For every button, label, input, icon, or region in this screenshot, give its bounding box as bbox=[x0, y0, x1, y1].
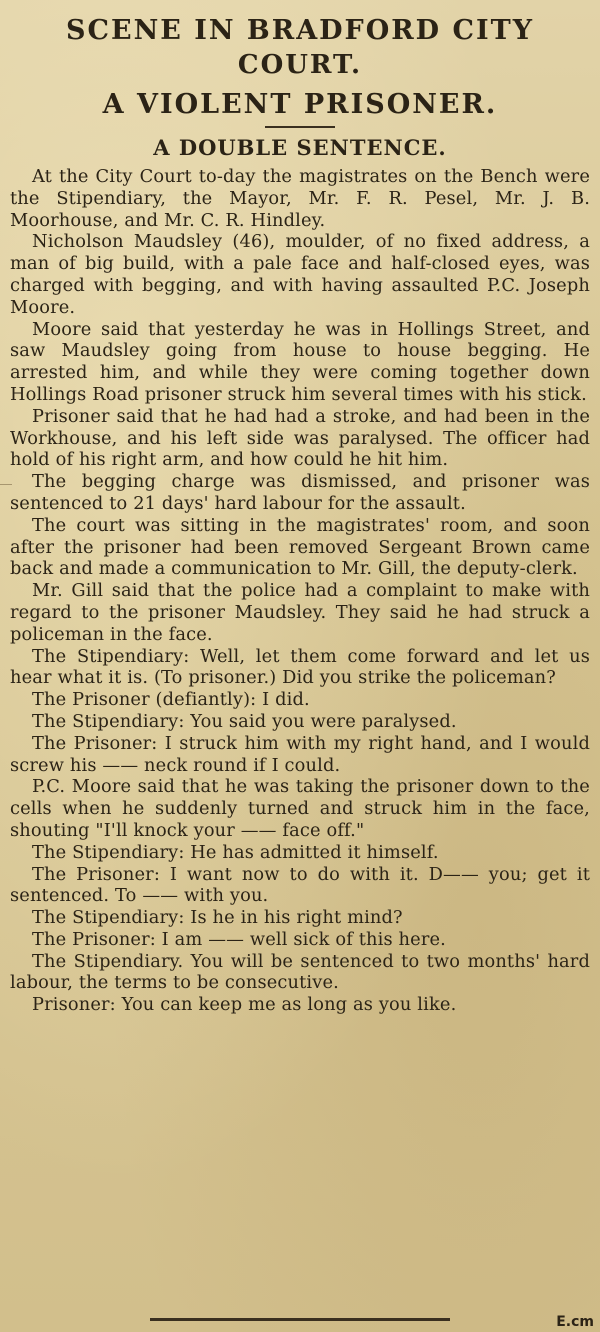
headline-line-3: A VIOLENT PRISONER. bbox=[102, 89, 498, 120]
paragraph-7: Mr. Gill said that the police had a complaint to make with regard to the prisoner Maudsley. They said he had struck a policeman in the face. bbox=[10, 580, 590, 645]
paragraph-3: Moore said that yesterday he was in Hollings Street, and saw Maudsley going from house to house begging. He arrested him, and while they were coming together down Hollings Road prisoner struck him several times with his stick. bbox=[10, 318, 590, 405]
paragraph-4: Prisoner said that he had had a stroke, and had been in the Workhouse, and his left side was paralysed. The officer had hold of his right arm, and how could he hit him. bbox=[10, 405, 590, 471]
headline-divider bbox=[265, 126, 335, 128]
fold-mark bbox=[0, 484, 12, 485]
paragraph-12: P.C. Moore said that he was taking the prisoner down to the cells when he suddenly turned and struck him in the face, shouting "I'll knock your —— face off." bbox=[10, 776, 590, 841]
paragraph-16: The Prisoner: I am —— well sick of this here. bbox=[32, 928, 446, 950]
paragraph-1: At the City Court to-day the magistrates on the Bench were the Stipendiary, the Mayor, Mr. F. R. Pesel, Mr. J. B. Moorhouse, and Mr. C. R. Hindley. bbox=[10, 166, 590, 231]
paragraph-8: The Stipendiary: Well, let them come forward and let us hear what it is. (To prisoner.) Did you strike the policeman? bbox=[10, 645, 590, 689]
subheadline: A DOUBLE SENTENCE. bbox=[153, 135, 447, 160]
paragraph-13: The Stipendiary: He has admitted it himself. bbox=[32, 841, 439, 863]
paragraph-9: The Prisoner (defiantly): I did. bbox=[32, 689, 310, 711]
paragraph-5: The begging charge was dismissed, and prisoner was sentenced to 21 days' hard labour for the assault. bbox=[10, 471, 590, 514]
paragraph-18: Prisoner: You can keep me as long as you like. bbox=[32, 994, 457, 1016]
paragraph-15: The Stipendiary: Is he in his right mind? bbox=[32, 907, 403, 929]
paragraph-14: The Prisoner: I want now to do with it. D—— you; get it sentenced. To —— with you. bbox=[10, 863, 590, 907]
paragraph-2: Nicholson Maudsley (46), moulder, of no fixed address, a man of big build, with a pale face and half-closed eyes, was charged with begging, and with having assaulted P.C. Joseph Moore. bbox=[10, 231, 590, 318]
article-body bbox=[10, 166, 590, 1016]
paragraph-17: The Stipendiary. You will be sentenced to two months' hard labour, the terms to be consecutive. bbox=[10, 950, 590, 994]
paragraph-10: The Stipendiary: You said you were paralysed. bbox=[32, 710, 457, 732]
paragraph-6: The court was sitting in the magistrates' room, and soon after the prisoner had been removed Sergeant Brown came back and made a communication to Mr. Gill, the deputy-clerk. bbox=[10, 514, 590, 580]
footer-mark: E.cm bbox=[556, 1314, 594, 1330]
paragraph-11: The Prisoner: I struck him with my right hand, and I would screw his —— neck round if I could. bbox=[10, 732, 590, 776]
headline-line-1: SCENE IN BRADFORD CITY bbox=[66, 15, 534, 46]
end-rule bbox=[150, 1318, 450, 1321]
headline-line-2: COURT. bbox=[237, 50, 363, 80]
